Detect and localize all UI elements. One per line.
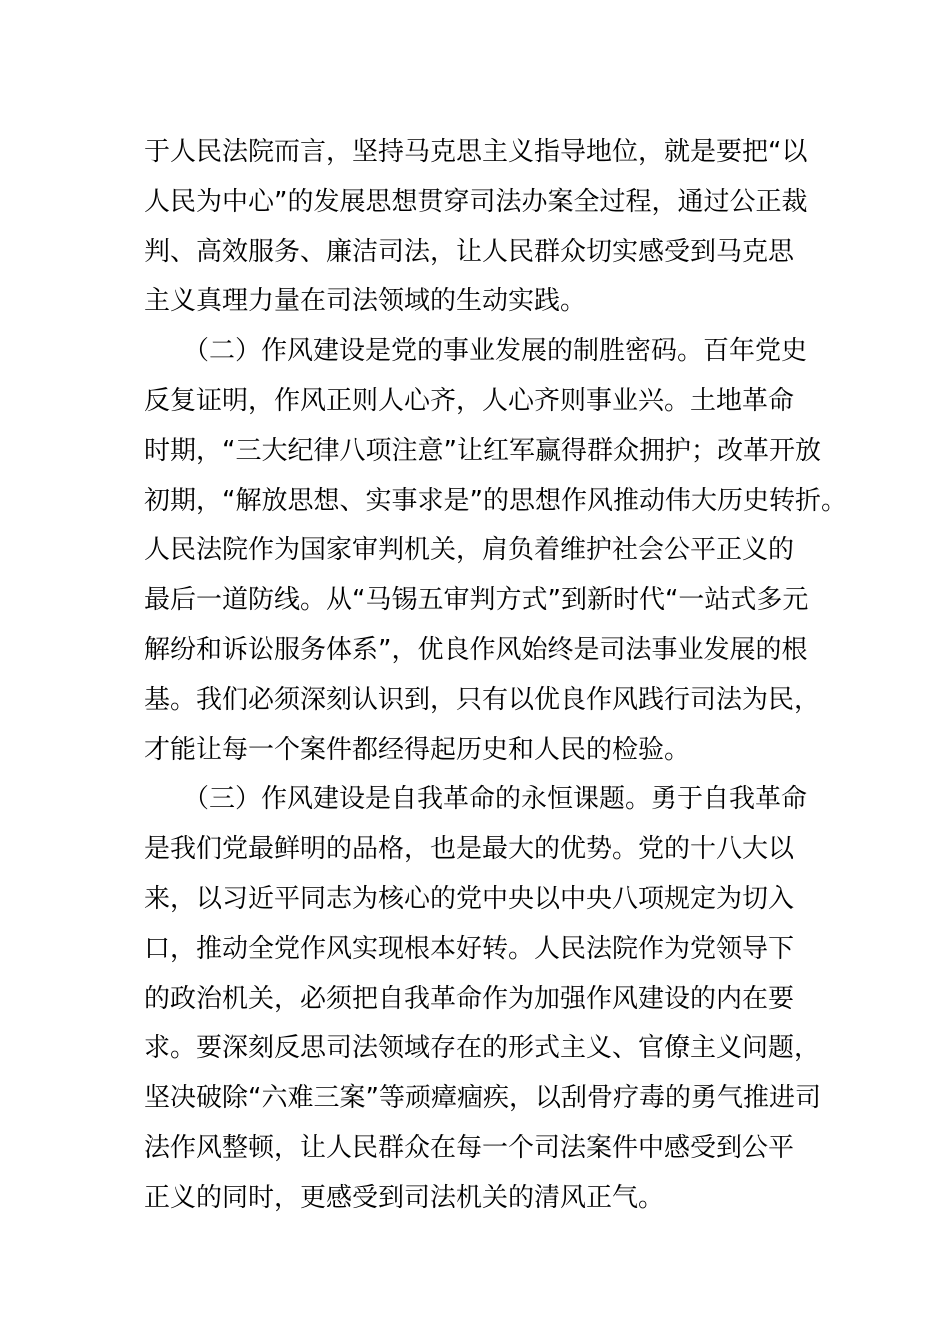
text-line: 人民法院作为国家审判机关，肩负着维护社会公平正义的 [144,535,795,566]
text-line: 口，推动全党作风实现根本好转。人民法院作为党领导下 [144,933,795,964]
text-line: 于人民法院而言，坚持马克思主义指导地位，就是要把“以 [144,137,808,167]
text-line: 时期，“三大纪律八项注意”让红军赢得群众拥护；改革开放 [144,435,821,466]
text-line: 基。我们必须深刻认识到，只有以优良作风践行司法为民， [144,684,821,715]
section-heading-line: （三）作风建设是自我革命的永恒课题。勇于自我革命 [144,784,808,815]
text-line: 才能让每一个案件都经得起历史和人民的检验。 [144,734,691,765]
document-body [144,128,847,1224]
text-line: 是我们党最鲜明的品格，也是最大的优势。党的十八大以 [144,834,795,865]
text-line: 反复证明，作风正则人心齐，人心齐则事业兴。土地革命 [144,385,795,416]
text-line: 的政治机关，必须把自我革命作为加强作风建设的内在要 [144,983,795,1014]
text-line: 求。要深刻反思司法领域存在的形式主义、官僚主义问题， [144,1033,821,1064]
text-line: 最后一道防线。从“马锡五审判方式”到新时代“一站式多元 [144,585,809,616]
section-heading-line: （二）作风建设是党的事业发展的制胜密码。百年党史 [144,336,808,367]
text-line: 坚决破除“六难三案”等顽瘴痼疾，以刮骨疗毒的勇气推进司 [144,1083,821,1114]
text-line: 法作风整顿，让人民群众在每一个司法案件中感受到公平 [144,1132,795,1163]
text-line: 正义的同时，更感受到司法机关的清风正气。 [144,1182,665,1213]
text-line: 初期，“解放思想、实事求是”的思想作风推动伟大历史转折。 [144,485,847,516]
text-line: 来，以习近平同志为核心的党中央以中央八项规定为切入 [144,883,795,914]
text-line: 人民为中心”的发展思想贯穿司法办案全过程，通过公正裁 [144,186,808,217]
text-line: 解纷和诉讼服务体系”，优良作风始终是司法事业发展的根 [144,634,808,665]
text-line: 判、高效服务、廉洁司法，让人民群众切实感受到马克思 [144,236,795,267]
text-line: 主义真理力量在司法领域的生动实践。 [144,286,587,317]
